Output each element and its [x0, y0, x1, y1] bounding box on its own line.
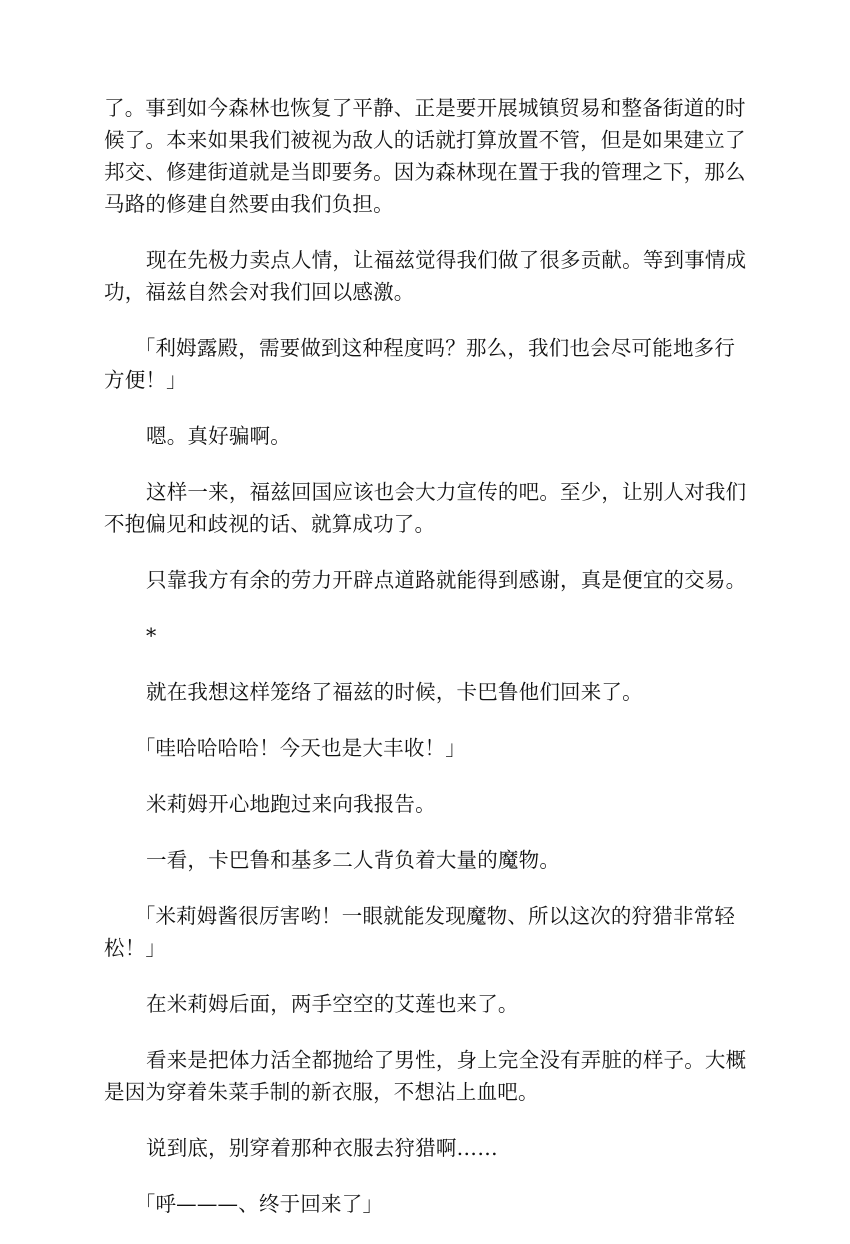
paragraph-3-dialogue: 「利姆露殿，需要做到这种程度吗？那么，我们也会尽可能地多行方便！」	[104, 336, 736, 392]
text-body	[104, 92, 748, 1244]
paragraph-14: 看来是把体力活全都抛给了男性，身上完全没有弄脏的样子。大概是因为穿着朱菜手制的新衣服，不想沾上血吧。	[104, 1048, 747, 1104]
paragraph-15: 说到底，别穿着那种衣服去狩猎啊……	[146, 1136, 498, 1160]
paragraph-1: 了。事到如今森林也恢复了平静、正是要开展城镇贸易和整备街道的时候了。本来如果我们被视为敌人的话就打算放置不管，但是如果建立了邦交、修建街道就是当即要务。因为森林现在置于我的管理之下，那么马路的修建自然要由我们负担。	[104, 96, 746, 216]
paragraph-9-dialogue: 「哇哈哈哈哈！今天也是大丰收！」	[134, 736, 466, 760]
paragraph-8: 就在我想这样笼络了福兹的时候，卡巴鲁他们回来了。	[146, 680, 643, 704]
paragraph-11: 一看，卡巴鲁和基多二人背负着大量的魔物。	[146, 848, 561, 872]
paragraph-10: 米莉姆开心地跑过来向我报告。	[146, 792, 436, 816]
paragraph-2: 现在先极力卖点人情，让福兹觉得我们做了很多贡献。等到事情成功，福兹自然会对我们回以感激。	[104, 248, 747, 304]
paragraph-13: 在米莉姆后面，两手空空的艾莲也来了。	[146, 992, 519, 1016]
paragraph-6: 只靠我方有余的劳力开辟点道路就能得到感谢，真是便宜的交易。	[146, 568, 747, 592]
paragraph-4: 嗯。真好骗啊。	[146, 424, 291, 448]
paragraph-5: 这样一来，福兹回国应该也会大力宣传的吧。至少，让别人对我们不抱偏见和歧视的话、就算成功了。	[104, 480, 747, 536]
scene-break: *	[146, 624, 157, 648]
paragraph-16-dialogue: 「呼———、终于回来了」	[134, 1192, 384, 1216]
paragraph-12-dialogue: 「米莉姆酱很厉害哟！一眼就能发现魔物、所以这次的狩猎非常轻松！」	[104, 904, 736, 960]
